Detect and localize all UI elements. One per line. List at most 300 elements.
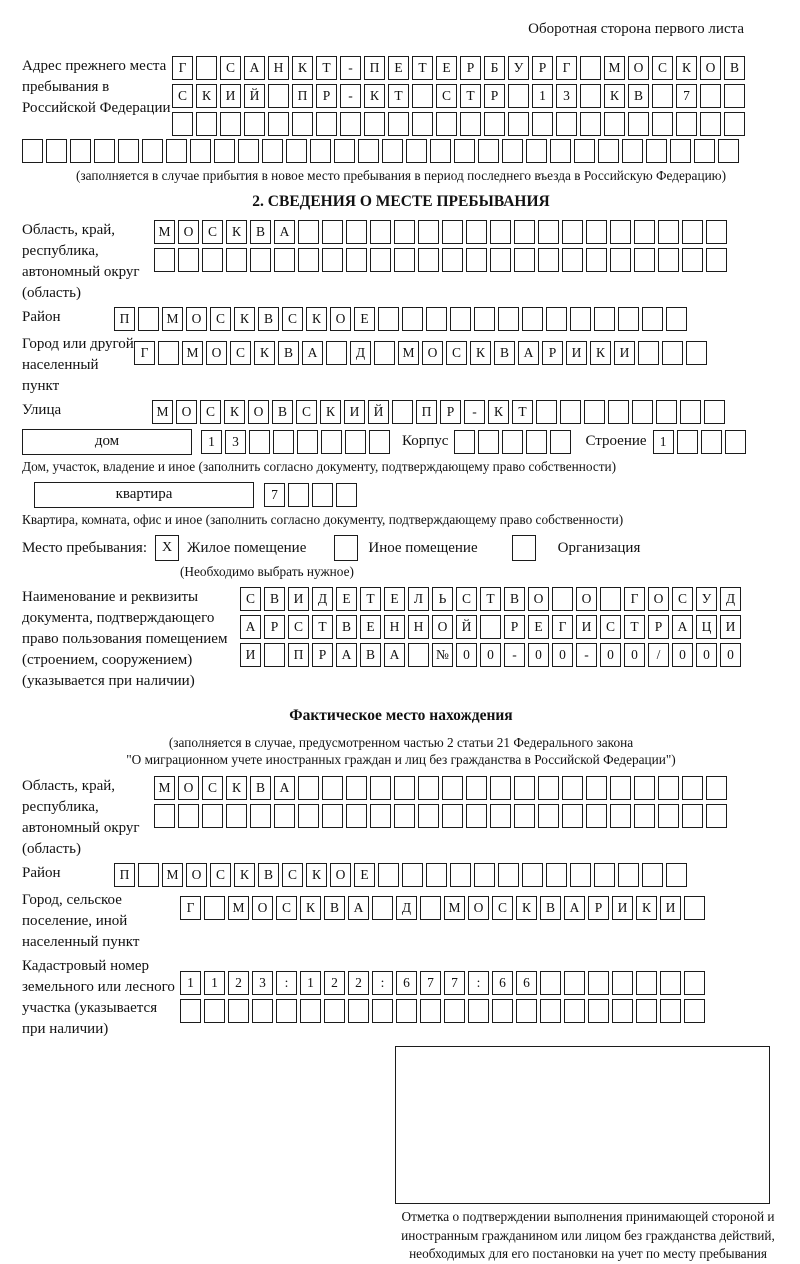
char-cell[interactable]: О	[422, 341, 443, 365]
char-cell[interactable]: 7	[676, 84, 697, 108]
char-cell[interactable]	[564, 999, 585, 1023]
char-cell[interactable]: С	[240, 587, 261, 611]
char-cell[interactable]	[666, 307, 687, 331]
char-cell[interactable]	[598, 139, 619, 163]
char-cell[interactable]: В	[628, 84, 649, 108]
char-cell[interactable]	[724, 112, 745, 136]
char-cell[interactable]	[346, 220, 367, 244]
char-cell[interactable]: Р	[264, 615, 285, 639]
char-cell[interactable]: А	[274, 776, 295, 800]
char-cell[interactable]: К	[196, 84, 217, 108]
char-cell[interactable]: С	[672, 587, 693, 611]
char-cell[interactable]	[682, 220, 703, 244]
char-cell[interactable]	[610, 220, 631, 244]
char-cell[interactable]	[249, 430, 270, 454]
char-cell[interactable]	[228, 999, 249, 1023]
char-cell[interactable]	[226, 248, 247, 272]
char-cell[interactable]: Й	[244, 84, 265, 108]
char-cell[interactable]	[694, 139, 715, 163]
char-cell[interactable]: У	[508, 56, 529, 80]
char-cell[interactable]	[298, 776, 319, 800]
char-cell[interactable]	[574, 139, 595, 163]
char-cell[interactable]: 6	[516, 971, 537, 995]
char-cell[interactable]	[154, 804, 175, 828]
char-cell[interactable]	[526, 430, 547, 454]
char-cell[interactable]	[322, 248, 343, 272]
char-cell[interactable]	[220, 112, 241, 136]
char-cell[interactable]	[682, 776, 703, 800]
char-cell[interactable]	[636, 971, 657, 995]
char-cell[interactable]: С	[202, 220, 223, 244]
char-cell[interactable]: Е	[354, 863, 375, 887]
char-cell[interactable]	[498, 863, 519, 887]
char-cell[interactable]	[498, 307, 519, 331]
char-cell[interactable]: 2	[348, 971, 369, 995]
char-cell[interactable]: В	[494, 341, 515, 365]
char-cell[interactable]	[636, 999, 657, 1023]
char-cell[interactable]: К	[226, 776, 247, 800]
char-cell[interactable]	[658, 804, 679, 828]
char-cell[interactable]: П	[114, 863, 135, 887]
char-cell[interactable]: Г	[552, 615, 573, 639]
char-cell[interactable]	[508, 84, 529, 108]
char-cell[interactable]	[442, 248, 463, 272]
char-cell[interactable]	[454, 430, 475, 454]
char-cell[interactable]: С	[210, 307, 231, 331]
char-cell[interactable]: И	[660, 896, 681, 920]
char-cell[interactable]	[370, 248, 391, 272]
char-cell[interactable]	[725, 430, 746, 454]
char-cell[interactable]	[684, 896, 705, 920]
char-cell[interactable]	[418, 248, 439, 272]
char-cell[interactable]: С	[492, 896, 513, 920]
char-cell[interactable]: Д	[720, 587, 741, 611]
char-cell[interactable]	[610, 804, 631, 828]
char-cell[interactable]: С	[172, 84, 193, 108]
char-cell[interactable]	[454, 139, 475, 163]
char-cell[interactable]: И	[614, 341, 635, 365]
char-cell[interactable]	[138, 863, 159, 887]
char-cell[interactable]: О	[252, 896, 273, 920]
char-cell[interactable]: К	[226, 220, 247, 244]
char-cell[interactable]	[322, 776, 343, 800]
char-cell[interactable]: А	[518, 341, 539, 365]
char-cell[interactable]	[392, 400, 413, 424]
char-cell[interactable]: Т	[624, 615, 645, 639]
char-cell[interactable]	[550, 430, 571, 454]
char-cell[interactable]	[580, 112, 601, 136]
char-cell[interactable]	[268, 84, 289, 108]
char-cell[interactable]	[546, 307, 567, 331]
char-cell[interactable]: К	[488, 400, 509, 424]
char-cell[interactable]: Р	[504, 615, 525, 639]
char-cell[interactable]: О	[186, 863, 207, 887]
char-cell[interactable]	[634, 804, 655, 828]
char-cell[interactable]	[634, 776, 655, 800]
char-cell[interactable]	[178, 804, 199, 828]
char-cell[interactable]: 0	[600, 643, 621, 667]
char-cell[interactable]: Р	[532, 56, 553, 80]
char-cell[interactable]: 7	[420, 971, 441, 995]
char-cell[interactable]: Т	[512, 400, 533, 424]
char-cell[interactable]: П	[364, 56, 385, 80]
char-cell[interactable]: К	[604, 84, 625, 108]
char-cell[interactable]: 2	[228, 971, 249, 995]
char-cell[interactable]: О	[432, 615, 453, 639]
char-cell[interactable]: К	[300, 896, 321, 920]
char-cell[interactable]	[378, 307, 399, 331]
char-cell[interactable]	[586, 804, 607, 828]
char-cell[interactable]: С	[288, 615, 309, 639]
char-cell[interactable]	[522, 863, 543, 887]
char-cell[interactable]	[394, 220, 415, 244]
char-cell[interactable]: А	[348, 896, 369, 920]
char-cell[interactable]: 1	[180, 971, 201, 995]
char-cell[interactable]	[358, 139, 379, 163]
char-cell[interactable]	[704, 400, 725, 424]
char-cell[interactable]	[700, 84, 721, 108]
char-cell[interactable]	[552, 587, 573, 611]
char-cell[interactable]	[502, 139, 523, 163]
char-cell[interactable]	[466, 776, 487, 800]
char-cell[interactable]	[676, 112, 697, 136]
char-cell[interactable]: К	[234, 863, 255, 887]
char-cell[interactable]	[706, 804, 727, 828]
char-cell[interactable]: О	[176, 400, 197, 424]
char-cell[interactable]	[94, 139, 115, 163]
char-cell[interactable]	[324, 999, 345, 1023]
char-cell[interactable]	[550, 139, 571, 163]
char-cell[interactable]	[214, 139, 235, 163]
char-cell[interactable]: Г	[556, 56, 577, 80]
char-cell[interactable]: Е	[388, 56, 409, 80]
char-cell[interactable]: Й	[456, 615, 477, 639]
char-cell[interactable]	[460, 112, 481, 136]
char-cell[interactable]: :	[276, 971, 297, 995]
char-cell[interactable]	[394, 804, 415, 828]
char-cell[interactable]: М	[162, 307, 183, 331]
char-cell[interactable]: 7	[264, 483, 285, 507]
char-cell[interactable]: Л	[408, 587, 429, 611]
char-cell[interactable]	[622, 139, 643, 163]
char-cell[interactable]	[532, 112, 553, 136]
char-cell[interactable]	[334, 139, 355, 163]
char-cell[interactable]	[298, 248, 319, 272]
char-cell[interactable]	[514, 776, 535, 800]
char-cell[interactable]: Н	[268, 56, 289, 80]
char-cell[interactable]	[450, 863, 471, 887]
char-cell[interactable]	[670, 139, 691, 163]
char-cell[interactable]	[346, 804, 367, 828]
char-cell[interactable]: С	[296, 400, 317, 424]
char-cell[interactable]	[250, 248, 271, 272]
char-cell[interactable]	[196, 56, 217, 80]
char-cell[interactable]: К	[320, 400, 341, 424]
char-cell[interactable]	[686, 341, 707, 365]
char-cell[interactable]: М	[152, 400, 173, 424]
char-cell[interactable]	[238, 139, 259, 163]
char-cell[interactable]: С	[220, 56, 241, 80]
char-cell[interactable]: О	[648, 587, 669, 611]
char-cell[interactable]: 0	[552, 643, 573, 667]
char-cell[interactable]	[724, 84, 745, 108]
char-cell[interactable]: Т	[360, 587, 381, 611]
char-cell[interactable]	[369, 430, 390, 454]
char-cell[interactable]	[321, 430, 342, 454]
char-cell[interactable]: П	[416, 400, 437, 424]
char-cell[interactable]	[480, 615, 501, 639]
char-cell[interactable]	[588, 971, 609, 995]
char-cell[interactable]	[612, 999, 633, 1023]
char-cell[interactable]	[466, 804, 487, 828]
char-cell[interactable]	[562, 248, 583, 272]
char-cell[interactable]	[638, 341, 659, 365]
char-cell[interactable]: Ь	[432, 587, 453, 611]
char-cell[interactable]	[706, 220, 727, 244]
char-cell[interactable]	[394, 248, 415, 272]
char-cell[interactable]: 3	[225, 430, 246, 454]
char-cell[interactable]	[442, 220, 463, 244]
char-cell[interactable]: О	[206, 341, 227, 365]
char-cell[interactable]: :	[372, 971, 393, 995]
char-cell[interactable]	[346, 248, 367, 272]
char-cell[interactable]	[570, 863, 591, 887]
char-cell[interactable]	[632, 400, 653, 424]
char-cell[interactable]: И	[240, 643, 261, 667]
char-cell[interactable]	[538, 776, 559, 800]
char-cell[interactable]	[70, 139, 91, 163]
char-cell[interactable]	[564, 971, 585, 995]
char-cell[interactable]: Р	[460, 56, 481, 80]
char-cell[interactable]	[418, 804, 439, 828]
char-cell[interactable]	[322, 804, 343, 828]
char-cell[interactable]: К	[676, 56, 697, 80]
char-cell[interactable]: К	[636, 896, 657, 920]
char-cell[interactable]: Ц	[696, 615, 717, 639]
char-cell[interactable]: Р	[312, 643, 333, 667]
char-cell[interactable]: Е	[354, 307, 375, 331]
char-cell[interactable]	[142, 139, 163, 163]
char-cell[interactable]: М	[162, 863, 183, 887]
char-cell[interactable]	[154, 248, 175, 272]
char-cell[interactable]: А	[564, 896, 585, 920]
char-cell[interactable]: С	[200, 400, 221, 424]
char-cell[interactable]: М	[604, 56, 625, 80]
char-cell[interactable]: П	[288, 643, 309, 667]
char-cell[interactable]: В	[540, 896, 561, 920]
char-cell[interactable]	[600, 587, 621, 611]
char-cell[interactable]	[662, 341, 683, 365]
char-cell[interactable]	[658, 248, 679, 272]
char-cell[interactable]	[560, 400, 581, 424]
char-cell[interactable]: Е	[360, 615, 381, 639]
char-cell[interactable]: М	[182, 341, 203, 365]
char-cell[interactable]	[312, 483, 333, 507]
char-cell[interactable]	[594, 307, 615, 331]
char-cell[interactable]	[580, 84, 601, 108]
char-cell[interactable]	[490, 248, 511, 272]
char-cell[interactable]: К	[292, 56, 313, 80]
char-cell[interactable]	[546, 863, 567, 887]
char-cell[interactable]	[652, 84, 673, 108]
char-cell[interactable]: В	[258, 307, 279, 331]
char-cell[interactable]: О	[700, 56, 721, 80]
char-cell[interactable]: Т	[460, 84, 481, 108]
char-cell[interactable]	[426, 863, 447, 887]
char-cell[interactable]	[436, 112, 457, 136]
char-cell[interactable]	[430, 139, 451, 163]
char-cell[interactable]: Д	[312, 587, 333, 611]
char-cell[interactable]: К	[224, 400, 245, 424]
char-cell[interactable]	[580, 56, 601, 80]
char-cell[interactable]	[394, 776, 415, 800]
zhiloe-checkbox[interactable]: X	[155, 535, 179, 561]
char-cell[interactable]: -	[464, 400, 485, 424]
char-cell[interactable]	[634, 220, 655, 244]
char-cell[interactable]	[402, 307, 423, 331]
dom-field-box[interactable]: дом	[22, 429, 192, 455]
char-cell[interactable]: Д	[350, 341, 371, 365]
char-cell[interactable]	[656, 400, 677, 424]
char-cell[interactable]	[426, 307, 447, 331]
char-cell[interactable]	[677, 430, 698, 454]
char-cell[interactable]: И	[288, 587, 309, 611]
char-cell[interactable]: Т	[388, 84, 409, 108]
char-cell[interactable]: Д	[396, 896, 417, 920]
char-cell[interactable]	[514, 248, 535, 272]
char-cell[interactable]	[340, 112, 361, 136]
char-cell[interactable]	[608, 400, 629, 424]
char-cell[interactable]: В	[264, 587, 285, 611]
char-cell[interactable]	[634, 248, 655, 272]
char-cell[interactable]	[412, 112, 433, 136]
char-cell[interactable]	[610, 248, 631, 272]
char-cell[interactable]	[172, 112, 193, 136]
char-cell[interactable]	[652, 112, 673, 136]
char-cell[interactable]: А	[384, 643, 405, 667]
char-cell[interactable]: Г	[180, 896, 201, 920]
char-cell[interactable]	[378, 863, 399, 887]
char-cell[interactable]	[370, 220, 391, 244]
char-cell[interactable]	[364, 112, 385, 136]
char-cell[interactable]	[450, 307, 471, 331]
char-cell[interactable]	[388, 112, 409, 136]
char-cell[interactable]	[660, 971, 681, 995]
char-cell[interactable]: Р	[542, 341, 563, 365]
char-cell[interactable]	[374, 341, 395, 365]
char-cell[interactable]	[442, 776, 463, 800]
char-cell[interactable]: А	[240, 615, 261, 639]
char-cell[interactable]: Т	[412, 56, 433, 80]
char-cell[interactable]: 6	[396, 971, 417, 995]
char-cell[interactable]: 1	[653, 430, 674, 454]
char-cell[interactable]	[618, 863, 639, 887]
char-cell[interactable]	[682, 248, 703, 272]
char-cell[interactable]	[588, 999, 609, 1023]
char-cell[interactable]	[420, 896, 441, 920]
char-cell[interactable]: В	[324, 896, 345, 920]
char-cell[interactable]	[204, 999, 225, 1023]
char-cell[interactable]	[322, 220, 343, 244]
char-cell[interactable]	[490, 776, 511, 800]
char-cell[interactable]	[158, 341, 179, 365]
char-cell[interactable]: К	[590, 341, 611, 365]
char-cell[interactable]	[538, 804, 559, 828]
char-cell[interactable]: В	[250, 220, 271, 244]
char-cell[interactable]	[610, 776, 631, 800]
char-cell[interactable]	[562, 220, 583, 244]
char-cell[interactable]: №	[432, 643, 453, 667]
char-cell[interactable]: О	[468, 896, 489, 920]
char-cell[interactable]	[252, 999, 273, 1023]
char-cell[interactable]	[684, 999, 705, 1023]
char-cell[interactable]	[466, 248, 487, 272]
char-cell[interactable]	[298, 804, 319, 828]
char-cell[interactable]	[262, 139, 283, 163]
char-cell[interactable]: О	[330, 307, 351, 331]
char-cell[interactable]	[178, 248, 199, 272]
char-cell[interactable]: А	[274, 220, 295, 244]
char-cell[interactable]: М	[444, 896, 465, 920]
char-cell[interactable]	[310, 139, 331, 163]
char-cell[interactable]	[484, 112, 505, 136]
char-cell[interactable]: 0	[672, 643, 693, 667]
char-cell[interactable]: 3	[252, 971, 273, 995]
char-cell[interactable]	[396, 999, 417, 1023]
char-cell[interactable]	[658, 776, 679, 800]
char-cell[interactable]: П	[114, 307, 135, 331]
char-cell[interactable]: К	[470, 341, 491, 365]
char-cell[interactable]: И	[566, 341, 587, 365]
char-cell[interactable]: К	[516, 896, 537, 920]
char-cell[interactable]: С	[282, 307, 303, 331]
char-cell[interactable]	[372, 999, 393, 1023]
char-cell[interactable]: 0	[480, 643, 501, 667]
char-cell[interactable]	[508, 112, 529, 136]
kvartira-field-box[interactable]: квартира	[34, 482, 254, 508]
char-cell[interactable]	[586, 248, 607, 272]
char-cell[interactable]: 0	[528, 643, 549, 667]
char-cell[interactable]	[274, 804, 295, 828]
char-cell[interactable]	[202, 248, 223, 272]
char-cell[interactable]: -	[340, 84, 361, 108]
char-cell[interactable]: Т	[480, 587, 501, 611]
char-cell[interactable]	[118, 139, 139, 163]
char-cell[interactable]	[370, 804, 391, 828]
char-cell[interactable]	[514, 804, 535, 828]
char-cell[interactable]: 7	[444, 971, 465, 995]
char-cell[interactable]: 6	[492, 971, 513, 995]
char-cell[interactable]: Р	[588, 896, 609, 920]
char-cell[interactable]: -	[576, 643, 597, 667]
char-cell[interactable]	[418, 220, 439, 244]
char-cell[interactable]	[336, 483, 357, 507]
char-cell[interactable]	[292, 112, 313, 136]
char-cell[interactable]	[348, 999, 369, 1023]
char-cell[interactable]	[538, 248, 559, 272]
char-cell[interactable]: Г	[624, 587, 645, 611]
char-cell[interactable]: К	[306, 863, 327, 887]
char-cell[interactable]	[250, 804, 271, 828]
char-cell[interactable]: С	[210, 863, 231, 887]
char-cell[interactable]: Б	[484, 56, 505, 80]
char-cell[interactable]	[514, 220, 535, 244]
char-cell[interactable]: С	[276, 896, 297, 920]
char-cell[interactable]: О	[576, 587, 597, 611]
char-cell[interactable]	[412, 84, 433, 108]
char-cell[interactable]	[190, 139, 211, 163]
char-cell[interactable]	[618, 307, 639, 331]
